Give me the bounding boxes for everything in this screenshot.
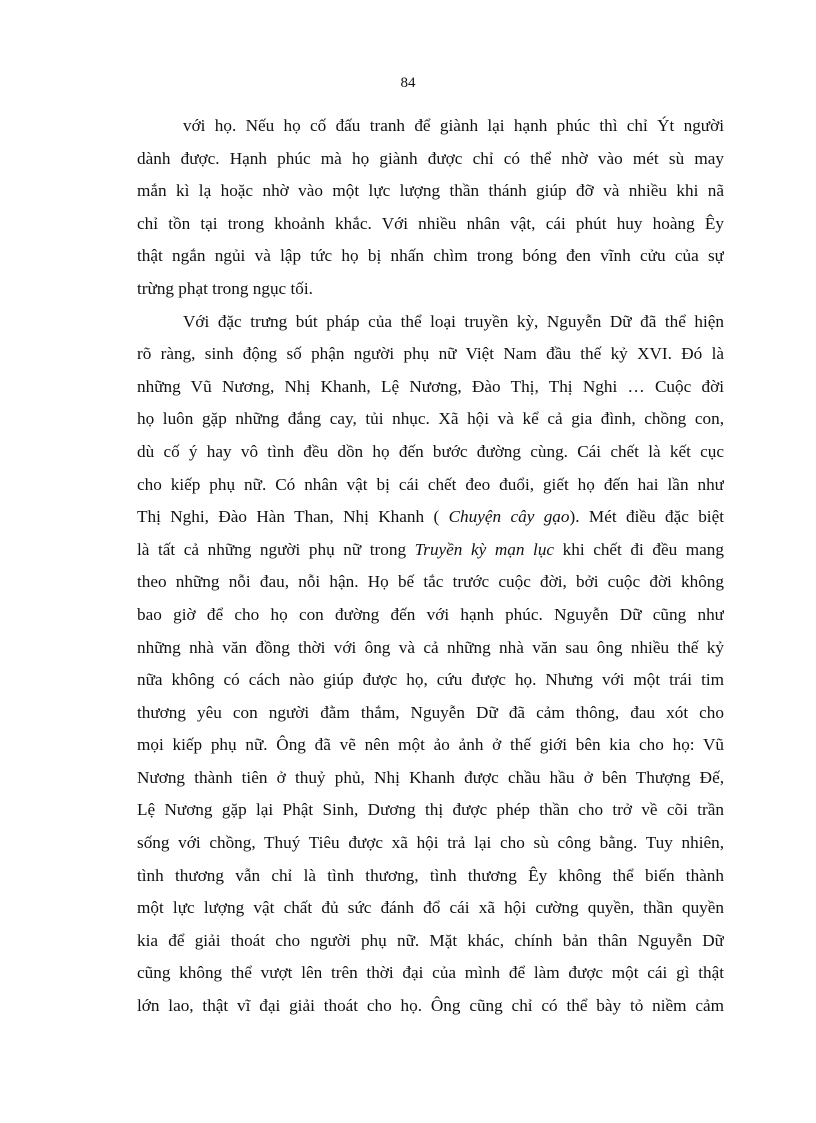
text-line: họ luôn gặp những đắng cay, tủi nhục. Xã hội và kể cả gia đình, chồng con, — [137, 409, 724, 429]
text-segment: ). Mét điều đặc biệt — [569, 507, 724, 527]
text-line: thương yêu con người đằm thắm, Nguyễn Dữ đã cảm thông, đau xót cho — [137, 702, 724, 722]
text-line: tình thương vẫn chỉ là tình thương, tình thương Êy không thể biến thành — [137, 865, 724, 885]
text-line: theo những nỗi đau, nỗi hận. Họ bế tắc trước cuộc đời, bởi cuộc đời không — [137, 572, 724, 592]
italic-title: Chuyện cây gạo — [448, 507, 570, 527]
text-line: Lệ Nương gặp lại Phật Sinh, Dương thị được phép thần cho trở về cõi trần — [137, 800, 724, 820]
text-line: Với đặc trưng bút pháp của thể loại truyền kỳ, Nguyễn Dữ đã thể hiện — [183, 311, 724, 331]
text-line: cũng không thể vượt lên trên thời đại của mình để làm được một cái gì thật — [137, 963, 724, 983]
text-line: trừng phạt trong ngục tối. — [137, 278, 313, 298]
text-segment: khi chết đi đều mang — [554, 539, 724, 559]
text-line: kia để giải thoát cho người phụ nữ. Mặt khác, chính bản thân Nguyễn Dữ — [137, 930, 724, 950]
text-line: dù cố ý hay vô tình đều dồn họ đến bước đường cùng. Cái chết là kết cục — [137, 441, 724, 461]
text-line: bao giờ để cho họ con đường đến với hạnh phúc. Nguyễn Dữ cũng như — [137, 604, 724, 624]
text-line: Nương thành tiên ở thuỷ phủ, Nhị Khanh được chầu hầu ở bên Thượng Đế, — [137, 767, 724, 787]
text-line: những nhà văn đồng thời với ông và cả những nhà văn sau ông nhiều thế kỷ — [137, 637, 724, 657]
text-line: một lực lượng vật chất đủ sức đánh đổ cái xã hội cường quyền, thần quyền — [137, 898, 724, 918]
text-line: rõ ràng, sinh động số phận người phụ nữ Việt Nam đầu thế kỷ XVI. Đó là — [137, 344, 724, 364]
text-line: lớn lao, thật vĩ đại giải thoát cho họ. Ông cũng chỉ có thể bày tỏ niềm cảm — [137, 996, 724, 1016]
text-segment: là tất cả những người phụ nữ trong — [137, 539, 415, 559]
text-line: mắn kì lạ hoặc nhờ vào một lực lượng thần thánh giúp đỡ và nhiều khi nã — [137, 181, 724, 201]
text-line: mọi kiếp phụ nữ. Ông đã vẽ nên một ảo ảnh ở thế giới bên kia cho họ: Vũ — [137, 735, 724, 755]
italic-title: Truyền kỳ mạn lục — [414, 539, 555, 559]
text-line: chỉ tồn tại trong khoảnh khắc. Với nhiều nhân vật, cái phút huy hoàng Êy — [137, 213, 724, 233]
text-line: nữa không có cách nào giúp được họ, cứu được họ. Nhưng với một trái tim — [137, 670, 724, 690]
text-line: sống với chồng, Thuý Tiêu được xã hội trả lại cho sù công bằng. Tuy nhiên, — [137, 833, 724, 853]
text-line — [137, 534, 724, 567]
body-text — [137, 110, 724, 1023]
text-line: với họ. Nếu họ cố đấu tranh để giành lại hạnh phúc thì chỉ Ýt người — [183, 116, 724, 135]
text-segment: Thị Nghi, Đào Hàn Than, Nhị Khanh ( — [137, 507, 449, 527]
text-line: thật ngắn ngủi và lập tức họ bị nhấn chìm trong bóng đen vĩnh cửu của sự — [137, 246, 724, 266]
text-line: những Vũ Nương, Nhị Khanh, Lệ Nương, Đào Thị, Thị Nghi … Cuộc đời — [137, 376, 724, 396]
text-line: cho kiếp phụ nữ. Có nhân vật bị cái chết đeo đuổi, giết họ đến hai lần như — [137, 474, 724, 494]
text-line: dành được. Hạnh phúc mà họ giành được chỉ có thể nhờ vào mét sù may — [137, 148, 724, 168]
text-line — [137, 501, 724, 534]
page-number: 84 — [400, 75, 416, 91]
